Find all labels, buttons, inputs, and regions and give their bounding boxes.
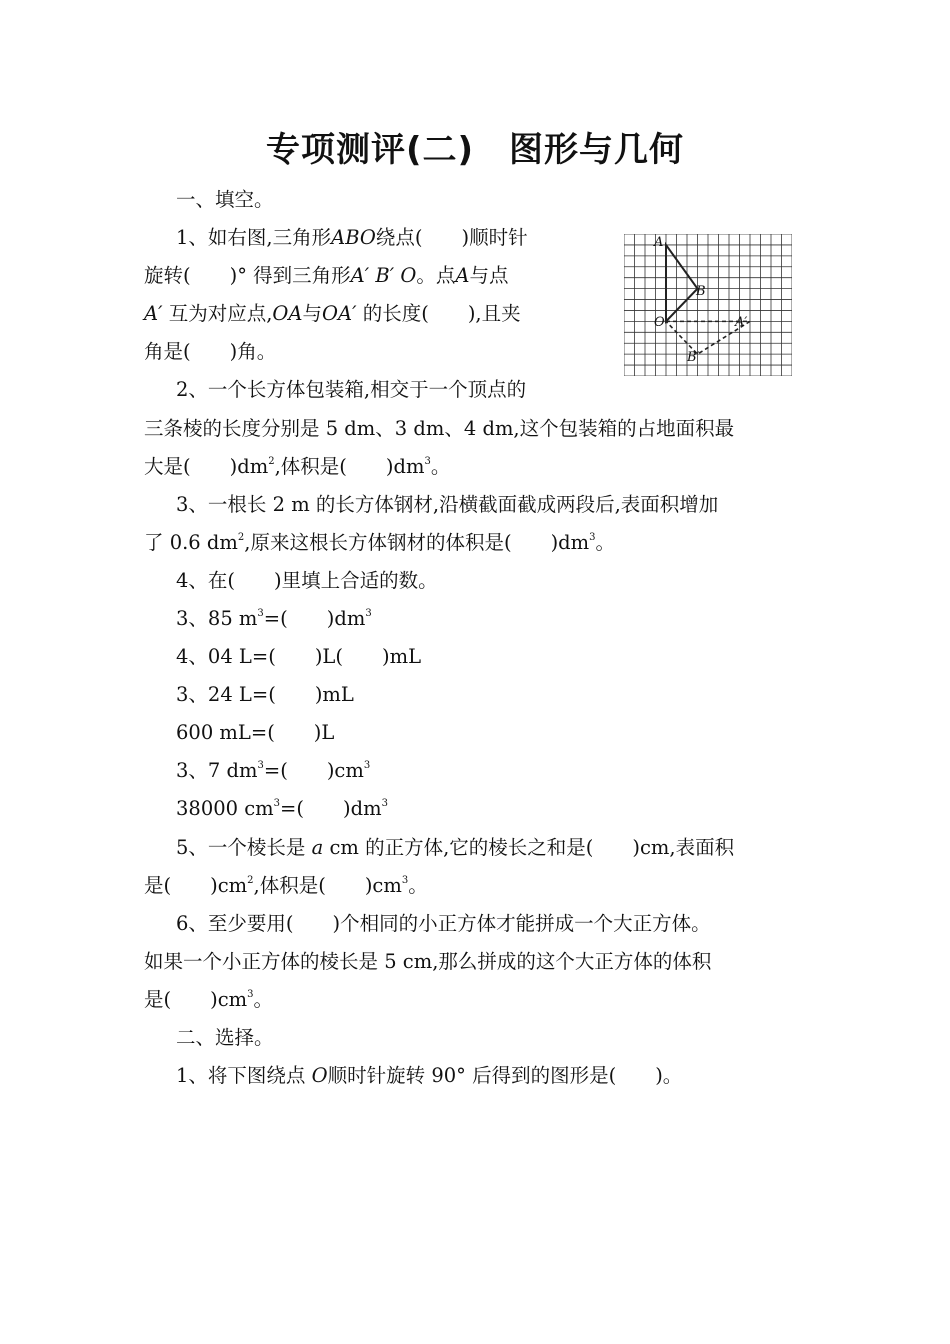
q1-line2: 旋转( )° 得到三角形A′ B′ O。点A与点 xyxy=(144,264,509,287)
label-a: A xyxy=(654,235,664,250)
choice-q1: 1、将下图绕点 O顺时针旋转 90° 后得到的图形是( )。 xyxy=(176,1064,683,1087)
q3-line1: 3、一根长 2 m 的长方体钢材,沿横截面截成两段后,表面积增加 xyxy=(176,493,719,516)
label-o: O xyxy=(654,315,665,330)
grid-lines xyxy=(624,234,792,376)
triangle-abo xyxy=(666,245,698,321)
q2-line3: 大是( )$dm^2$,体积是( )$dm^3$。 xyxy=(144,455,451,478)
q6-line1: 6、至少要用( )个相同的小正方体才能拼成一个大正方体。 xyxy=(176,912,711,935)
page-title: 专项测评(二) 图形与几何 xyxy=(265,130,685,170)
q1-line1: 1、如右图,三角形ABO绕点( )顺时针 xyxy=(176,226,528,249)
q6-line2: 如果一个小正方体的棱长是 5 cm,那么拼成的这个大正方体的体积 xyxy=(144,950,712,973)
q4-row1: 3、85 $m^3=$( )$dm^3$ xyxy=(176,607,372,630)
q4-row3: 3、24 L=( )mL xyxy=(176,683,354,706)
q5-line2: 是( )$cm^2$,体积是( )$cm^3$。 xyxy=(144,874,428,897)
q4-row5: 3、7 $dm^3=$( )$cm^3$ xyxy=(176,759,371,782)
q4-row4: 600 mL=( )L xyxy=(176,721,335,744)
q4-row6: 38000 $cm^3=$( )$dm^3$ xyxy=(176,797,388,820)
q4-row2: 4、04 L=( )L( )mL xyxy=(176,645,422,668)
rotation-grid-figure xyxy=(624,234,792,376)
q1-line4: 角是( )角。 xyxy=(144,340,277,363)
label-b-prime: B′ xyxy=(687,350,700,365)
label-a-prime: A′ xyxy=(735,315,748,330)
section-heading-fill: 一、填空。 xyxy=(176,188,274,211)
section-heading-choice: 二、选择。 xyxy=(176,1026,274,1049)
label-b: B xyxy=(696,284,706,299)
q3-line2: 了 0.6 $dm^2$,原来这根长方体钢材的体积是( )$dm^3$。 xyxy=(144,531,616,554)
q1-line3: A′ 互为对应点,OA与OA′ 的长度( ),且夹 xyxy=(144,302,521,325)
q6-line3: 是( )$cm^3$。 xyxy=(144,988,274,1011)
q2-line1: 2、一个长方体包装箱,相交于一个顶点的 xyxy=(176,378,527,401)
q2-line2: 三条棱的长度分别是 5 dm、3 dm、4 dm,这个包装箱的占地面积最 xyxy=(144,417,735,440)
q4-intro: 4、在( )里填上合适的数。 xyxy=(176,569,438,592)
q5-line1: 5、一个棱长是 a cm 的正方体,它的棱长之和是( )cm,表面积 xyxy=(176,836,735,859)
